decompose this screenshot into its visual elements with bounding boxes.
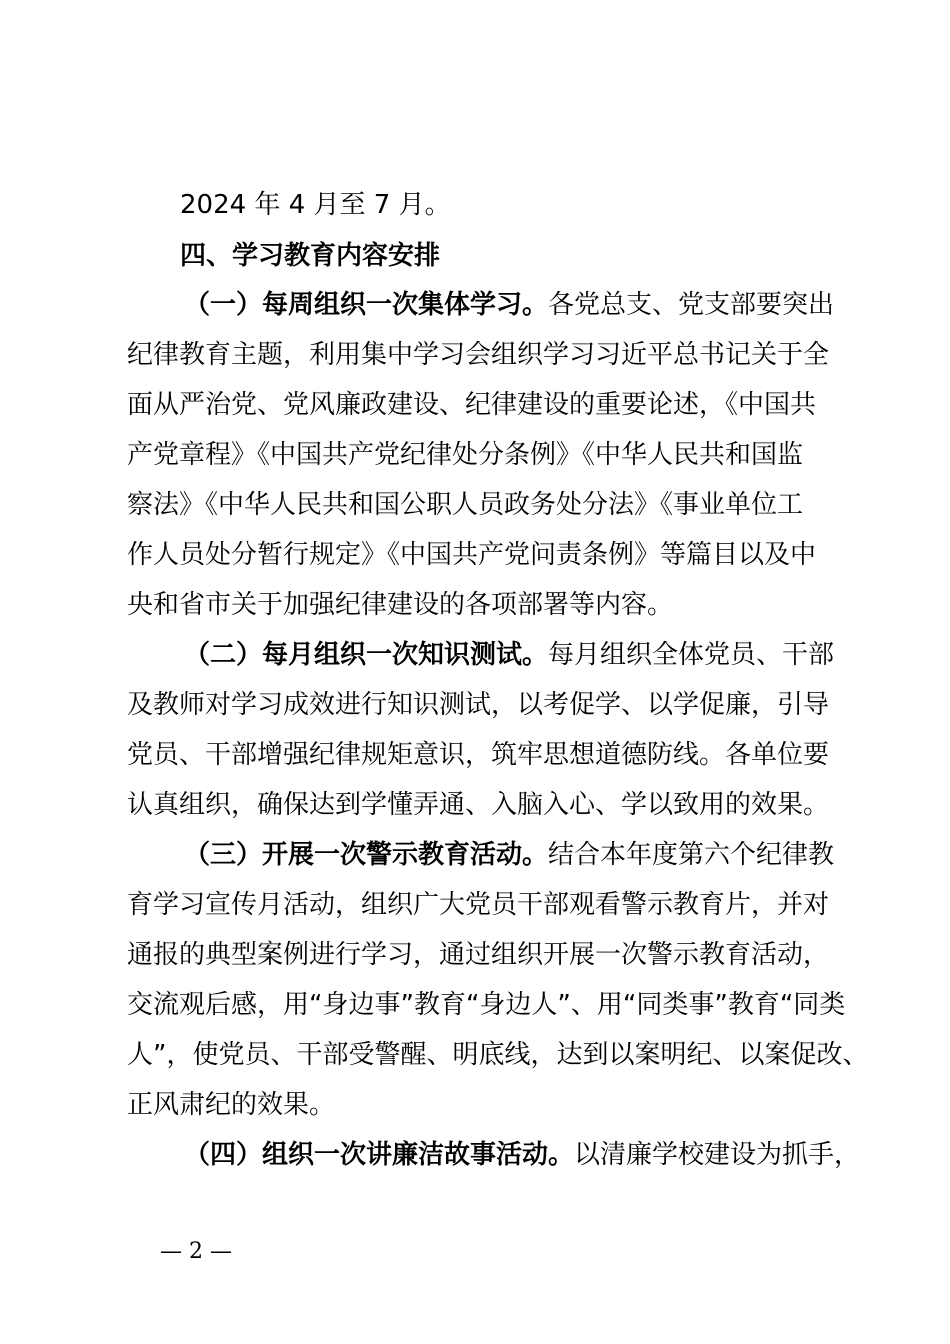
paragraph-3-text: 结合本年度第六个纪律教 — [548, 840, 835, 870]
paragraph-2-line: 及教师对学习成效进行知识测试，以考促学、以学促廉，引导 — [127, 690, 830, 720]
paragraph-1-line: 纪律教育主题，利用集中学习会组织学习习近平总书记关于全 — [127, 340, 830, 370]
page-number: — 2 — — [160, 1239, 232, 1264]
paragraph-4-first-line — [184, 1130, 860, 1180]
paragraph-1-heading: （一）每周组织一次集体学习。 — [184, 290, 549, 320]
paragraph-1-text: 各党总支、党支部要突出 — [548, 290, 835, 320]
paragraph-3-first-line — [184, 830, 834, 880]
paragraph-1-first-line — [184, 280, 834, 330]
paragraph-3-line: 人”，使党员、干部受警醒、明底线，达到以案明纪、以案促改、 — [127, 1040, 869, 1070]
paragraph-2-heading: （二）每月组织一次知识测试。 — [184, 640, 549, 670]
section-heading: 四、学习教育内容安排 — [180, 241, 441, 271]
paragraph-3-line: 通报的典型案例进行学习，通过组织开展一次警示教育活动， — [127, 940, 830, 970]
paragraph-1-line: 作人员处分暂行规定》《中国共产党问责条例》等篇目以及中 — [127, 540, 817, 570]
paragraph-4-text: 以清廉学校建设为抓手， — [574, 1140, 861, 1170]
paragraph-3-line: 正风肃纪的效果。 — [127, 1090, 336, 1120]
date-line: 2024 年 4 月至 7 月。 — [180, 190, 451, 220]
paragraph-4-heading: （四）组织一次讲廉洁故事活动。 — [184, 1140, 575, 1170]
paragraph-3-line: 交流观后感，用“身边事”教育“身边人”、用“同类事”教育“同类 — [127, 990, 846, 1020]
paragraph-1-line: 察法》《中华人民共和国公职人员政务处分法》《事业单位工 — [127, 490, 804, 520]
paragraph-2-line: 认真组织，确保达到学懂弄通、入脑入心、学以致用的效果。 — [127, 790, 830, 820]
paragraph-2-first-line — [184, 630, 834, 680]
paragraph-3-heading: （三）开展一次警示教育活动。 — [184, 840, 549, 870]
paragraph-2-text: 每月组织全体党员、干部 — [548, 640, 835, 670]
paragraph-2-line: 党员、干部增强纪律规矩意识，筑牢思想道德防线。各单位要 — [127, 740, 830, 770]
paragraph-1-line: 面从严治党、党风廉政建设、纪律建设的重要论述，《中国共 — [127, 390, 817, 420]
paragraph-3-line: 育学习宣传月活动，组织广大党员干部观看警示教育片，并对 — [127, 890, 830, 920]
paragraph-1-line: 产党章程》《中国共产党纪律处分条例》《中华人民共和国监 — [127, 440, 804, 470]
paragraph-1-line: 央和省市关于加强纪律建设的各项部署等内容。 — [127, 590, 674, 620]
